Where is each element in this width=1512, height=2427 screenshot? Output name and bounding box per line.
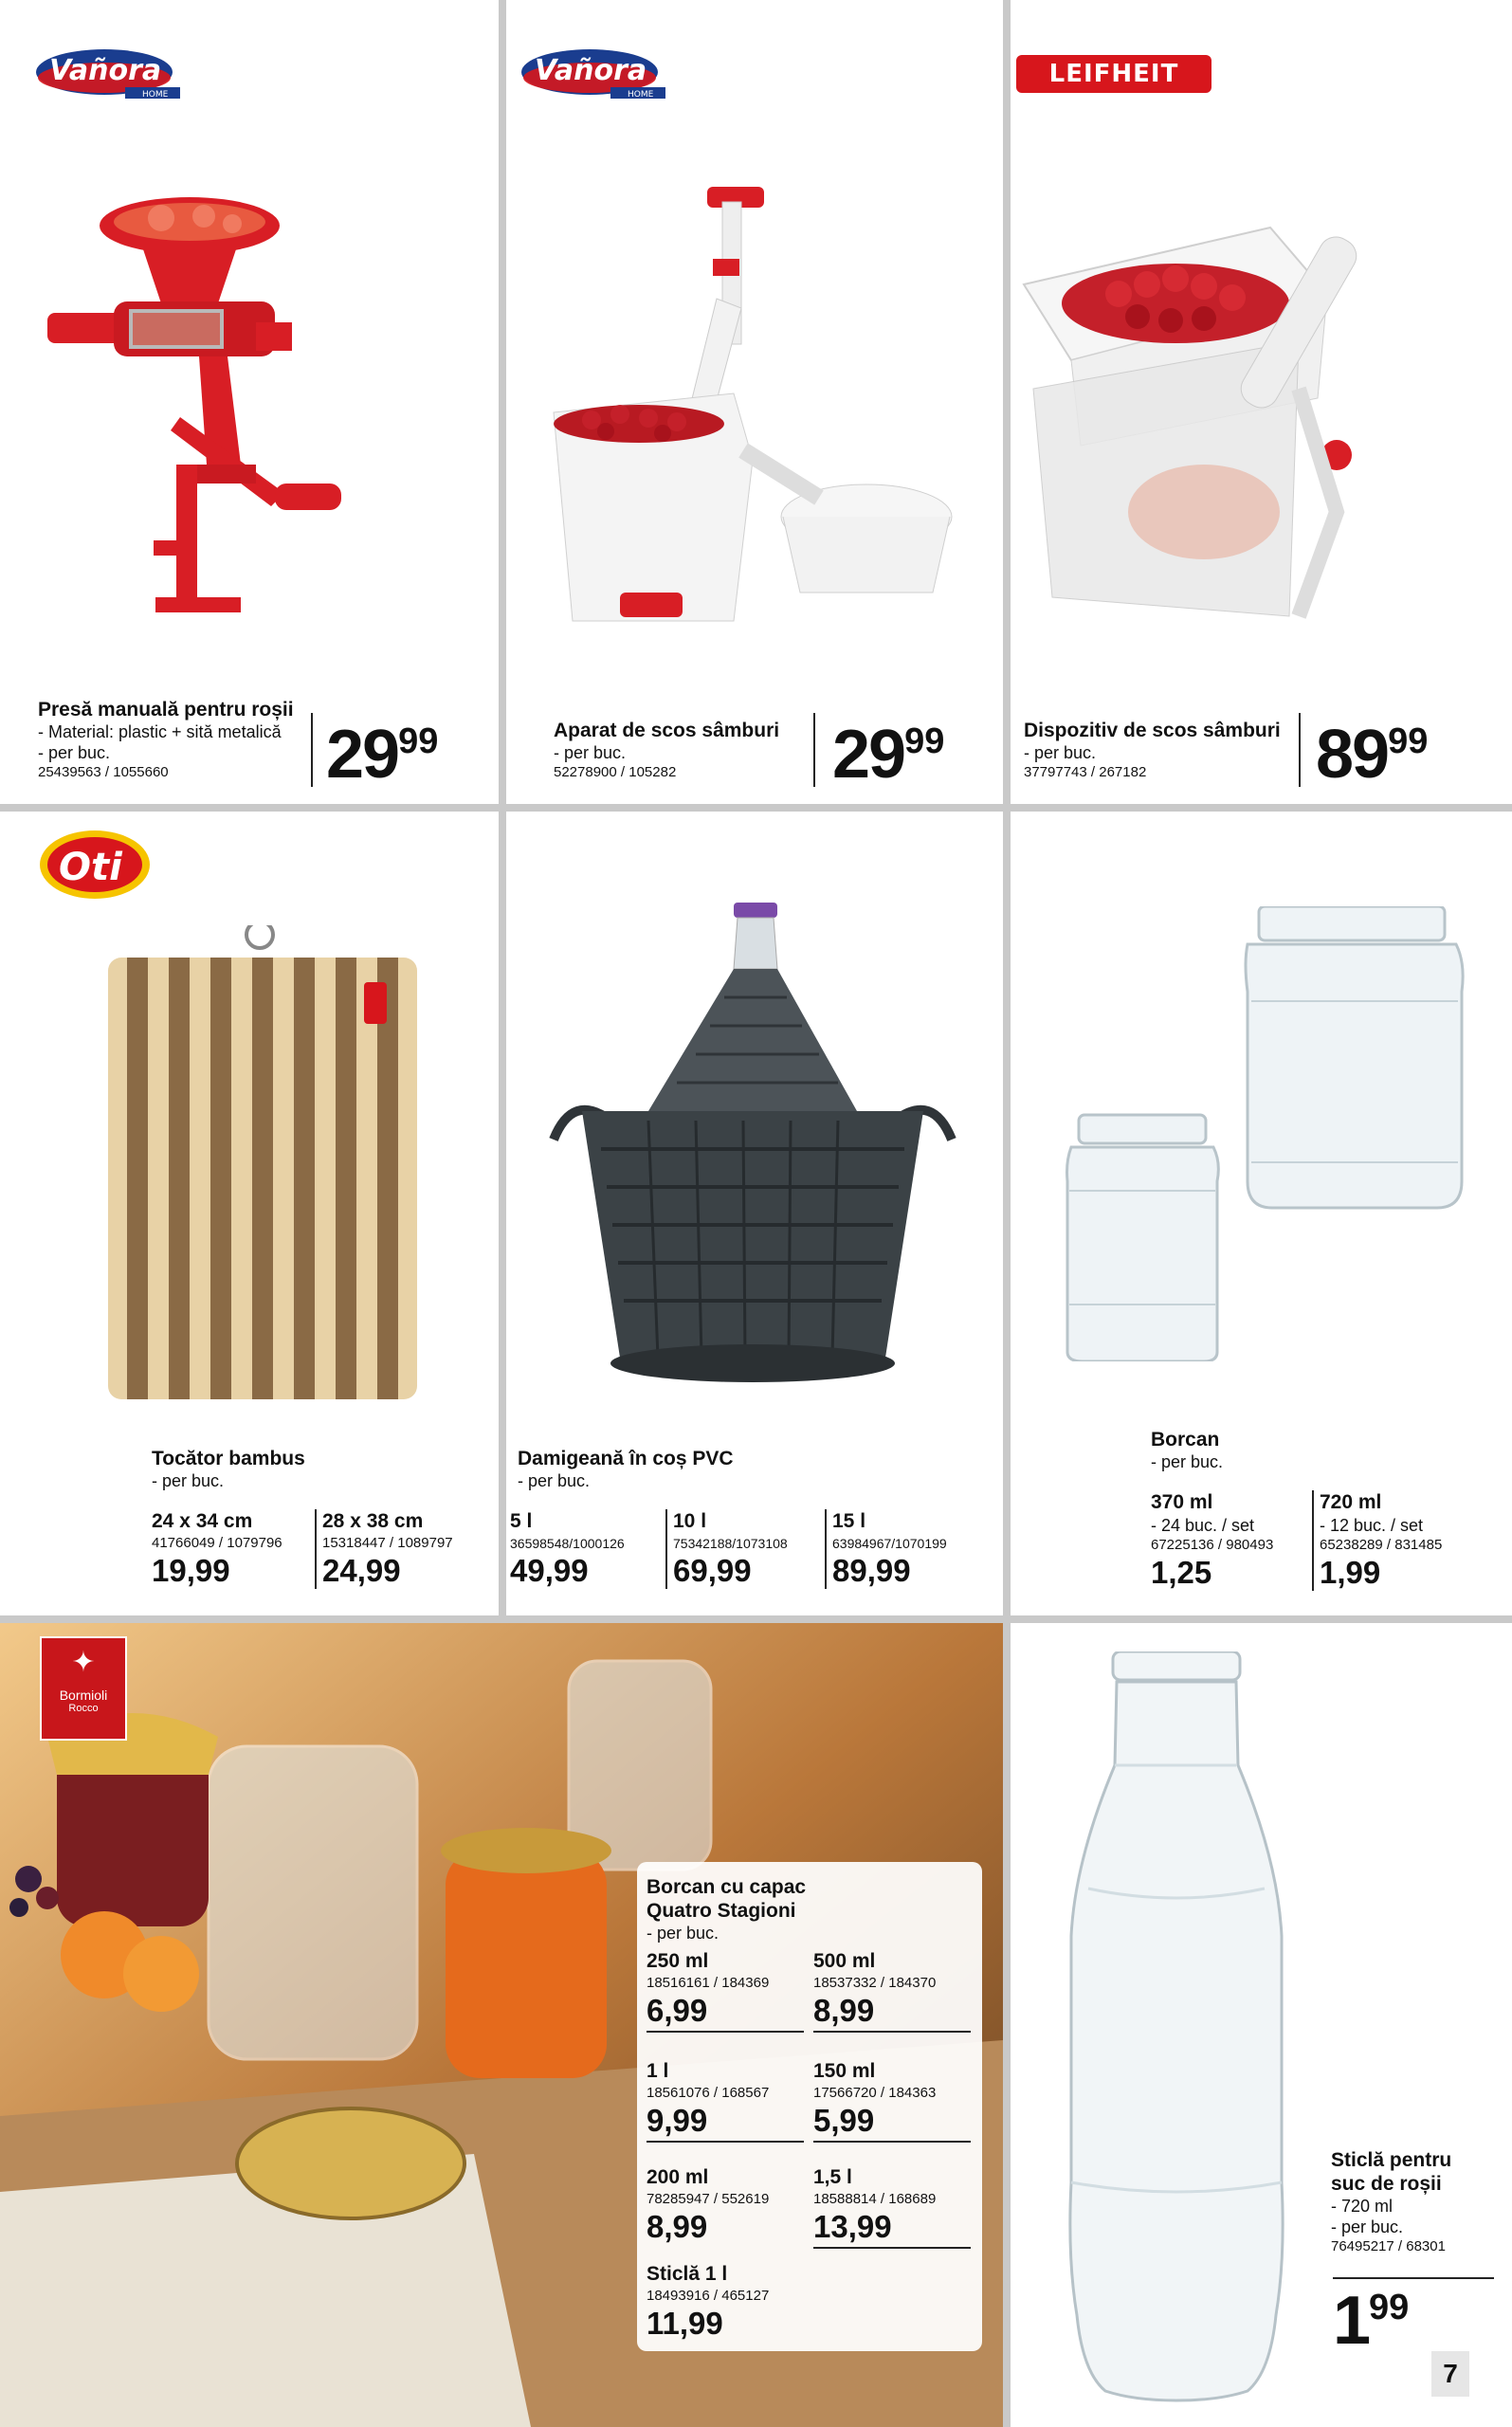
price xyxy=(326,717,439,800)
product-material: - Material: plastic + sită metalică xyxy=(38,722,282,741)
product-tile-cherry-pitter xyxy=(506,0,1003,804)
price xyxy=(832,717,945,800)
variant-price: 1,99 xyxy=(1320,1555,1381,1590)
variant-price: 5,99 xyxy=(813,2103,875,2138)
variant-price: 13,99 xyxy=(813,2209,892,2244)
demijohn-image xyxy=(544,903,961,1396)
product-title: Damigeană în coș PVC xyxy=(518,1448,734,1469)
product-tile-tomato-press xyxy=(0,0,499,804)
product-tile-bamboo-board xyxy=(0,812,499,1615)
price-dec: 99 xyxy=(1388,721,1429,761)
page-number: 7 xyxy=(1431,2351,1469,2397)
variant-500ml: 500 ml 18537332 / 184370 8,99 xyxy=(813,1949,971,2033)
price-divider-h xyxy=(1333,2277,1494,2279)
product-tile-jars xyxy=(1011,812,1512,1615)
variant-720ml: 720 ml - 12 buc. / set 65238289 / 831485 1,99 xyxy=(1312,1490,1483,1591)
glass-jars-image xyxy=(1048,906,1494,1361)
price-dec: 99 xyxy=(1369,2288,1410,2327)
variant-price: 24,99 xyxy=(322,1553,401,1588)
juice-bottle-image xyxy=(1058,1651,1304,2410)
product-title: Aparat de scos sâmburi xyxy=(554,720,780,741)
variant-15l: 15 l 63984967/1070199 89,99 xyxy=(825,1509,986,1589)
variant-150ml: 150 ml 17566720 / 184363 5,99 xyxy=(813,2059,971,2143)
price-int: 29 xyxy=(326,717,399,793)
price-dec: 99 xyxy=(904,721,945,761)
price-divider xyxy=(311,713,313,787)
oti-logo xyxy=(38,821,161,906)
variant-price: 49,99 xyxy=(510,1553,589,1588)
product-unit: - per buc. xyxy=(518,1471,591,1490)
product-title: Tocător bambus xyxy=(152,1448,305,1469)
bormioli-logo: ✦ Bormioli Rocco xyxy=(40,1636,127,1741)
product-unit: - per buc. xyxy=(554,743,627,762)
variant-price: 6,99 xyxy=(647,1993,708,2028)
product-code: 52278900 / 105282 xyxy=(554,764,677,780)
variant-price: 8,99 xyxy=(647,2209,708,2244)
product-unit: - per buc. xyxy=(38,743,111,762)
product-title: Borcan cu capac xyxy=(647,1876,807,1898)
product-code: 25439563 / 1055660 xyxy=(38,764,169,780)
product-tile-juice-bottle xyxy=(1011,1623,1512,2427)
product-volume: - 720 ml xyxy=(1331,2197,1394,2216)
variant-28x38: 28 x 38 cm 15318447 / 1089797 24,99 xyxy=(315,1509,485,1589)
svg-text:Oti: Oti xyxy=(59,846,122,889)
variant-10l: 10 l 75342188/1073108 69,99 xyxy=(665,1509,825,1589)
price-int: 1 xyxy=(1333,2283,1370,2359)
product-title: Borcan xyxy=(1151,1429,1220,1451)
leifheit-pitter-image xyxy=(1014,199,1507,645)
product-title: Dispozitiv de scos sâmburi xyxy=(1024,720,1281,741)
vanora-logo xyxy=(34,44,186,104)
variant-1l: 1 l 18561076 / 168567 9,99 xyxy=(647,2059,804,2143)
variant-370ml: 370 ml - 24 buc. / set 67225136 / 980493 1,25 xyxy=(1151,1490,1318,1591)
price-dec: 99 xyxy=(398,721,439,761)
variant-price: 11,99 xyxy=(647,2306,723,2341)
leifheit-logo: LEIFHEIT xyxy=(1016,55,1211,93)
variant-price: 19,99 xyxy=(152,1553,230,1588)
quatro-stagioni-price-box xyxy=(637,1862,982,2351)
svg-text:HOME: HOME xyxy=(142,90,169,100)
variant-200ml: 200 ml 78285947 / 552619 8,99 xyxy=(647,2165,804,2247)
tomato-press-image xyxy=(38,180,483,635)
variant-5l: 5 l 36598548/1000126 49,99 xyxy=(510,1509,662,1589)
product-code: 37797743 / 267182 xyxy=(1024,764,1147,780)
price-divider xyxy=(1299,713,1301,787)
svg-text:Vañora: Vañora xyxy=(535,54,647,87)
variant-bottle-1l: Sticlă 1 l 18493916 / 465127 11,99 xyxy=(647,2262,804,2344)
star-icon: ✦ xyxy=(71,1647,96,1678)
bamboo-board-image xyxy=(106,925,419,1399)
variant-price: 1,25 xyxy=(1151,1555,1212,1590)
vanora-logo xyxy=(519,44,671,104)
variant-price: 89,99 xyxy=(832,1553,911,1588)
product-unit: - per buc. xyxy=(647,1924,720,1943)
variant-24x34: 24 x 34 cm 41766049 / 1079796 19,99 xyxy=(152,1509,313,1589)
price-divider xyxy=(813,713,815,787)
product-unit: - per buc. xyxy=(1331,2217,1404,2236)
variant-price: 8,99 xyxy=(813,1993,875,2028)
product-tile-demijohn xyxy=(506,812,1003,1615)
variant-price: 9,99 xyxy=(647,2103,708,2138)
product-title-line2: Quatro Stagioni xyxy=(647,1900,796,1922)
product-title: Presă manuală pentru roșii xyxy=(38,699,294,721)
price xyxy=(1316,717,1429,800)
product-unit: - per buc. xyxy=(1024,743,1097,762)
price-int: 89 xyxy=(1316,717,1389,793)
product-title-line2: suc de roșii xyxy=(1331,2173,1442,2195)
cherry-pitter-image xyxy=(535,175,990,649)
product-unit: - per buc. xyxy=(1151,1452,1224,1471)
product-code: 76495217 / 68301 xyxy=(1331,2238,1446,2254)
variant-1-5l: 1,5 l 18588814 / 168689 13,99 xyxy=(813,2165,971,2249)
product-tile-leifheit-pitter xyxy=(1011,0,1512,804)
product-title: Sticlă pentru xyxy=(1331,2149,1452,2171)
price xyxy=(1333,2283,1410,2366)
variant-price: 69,99 xyxy=(673,1553,752,1588)
variant-250ml: 250 ml 18516161 / 184369 6,99 xyxy=(647,1949,804,2033)
svg-text:Vañora: Vañora xyxy=(49,54,162,87)
svg-text:HOME: HOME xyxy=(628,90,654,100)
price-int: 29 xyxy=(832,717,905,793)
product-unit: - per buc. xyxy=(152,1471,225,1490)
